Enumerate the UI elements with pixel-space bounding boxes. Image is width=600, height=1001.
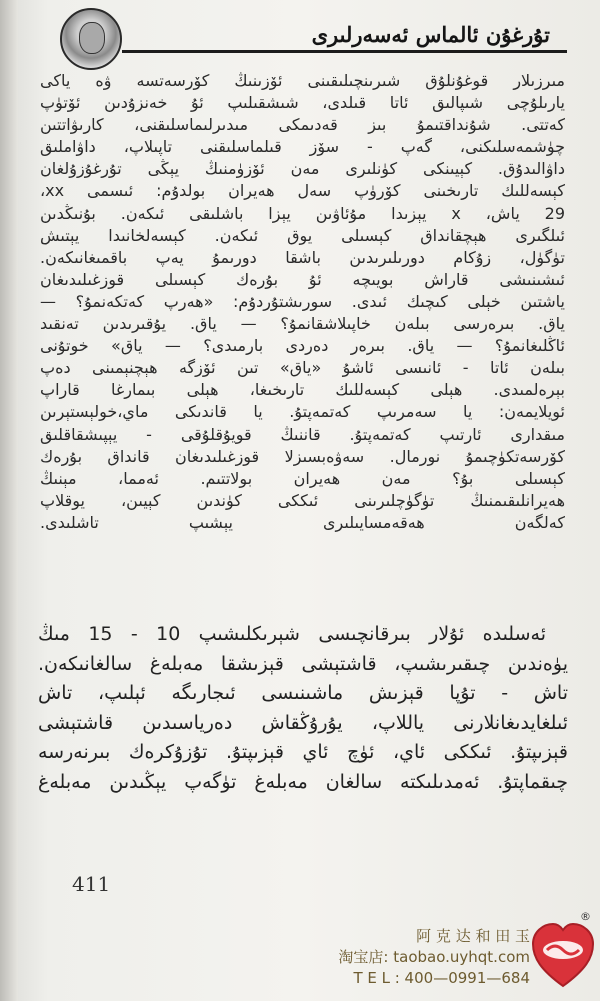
text-line: ياشتىن خېلى كىچىك ئىدى. سورىشتۇردۇم: «ھەرپ كەتكەنمۇ؟ — bbox=[40, 291, 565, 311]
text-line: تۈگۈل، زۇكام دورىلىرىدىن باشقا دورىمۇ يەپ باقمىغانىكەن. bbox=[40, 247, 565, 267]
author-portrait bbox=[60, 8, 122, 70]
text-line: يۈەندىن چىقىرىشىپ، قاشتېشى قېزىشقا مەبلەغ سالغانىكەن. bbox=[38, 652, 568, 675]
text-line: يارىلۇچى شىپالىق ئاتا قىلدى، شىشقىلىپ ئۇ خەنزۇدىن ئۆتۈپ bbox=[40, 93, 565, 113]
watermark-text bbox=[325, 926, 530, 989]
text-line: كەتتى. شۇنداقتىمۇ بىز قەدىمكى مىدىرلىماسلىقنى، كارىۋاتتىن bbox=[40, 115, 565, 135]
page-number: 411 bbox=[72, 872, 111, 896]
text-line: كەلگەن ھەقەمسايىلىرى يېشىپ تاشلىدى. bbox=[40, 512, 565, 532]
heart-logo-icon bbox=[531, 920, 595, 990]
text-line: بېرەلمىدى. ھېلى كېسەللىك تارىخىغا، ھېلى بىمارغا قاراپ bbox=[40, 380, 565, 400]
shop-watermark bbox=[325, 910, 597, 996]
text-line: ھەيرانلىقىمنىڭ تۈگۈچلىرىنى ئىككى كۈندىن كېيىن، يوقلاپ bbox=[40, 490, 565, 510]
text-line: بىلەن ئاتا - ئانىسى ئاشۇ «ياق» تىن ئۆزگە ھېچنېمىنى دەپ bbox=[40, 358, 565, 378]
text-line: مىقدارى ئارتىپ كەتمەپتۇ. قاننىڭ قويۇقلۇقى - يېپىشقاقلىق bbox=[40, 424, 565, 444]
registered-mark: ® bbox=[580, 910, 591, 923]
text-line: ئىشىنىشى قاراش بويىچە ئۇ بۇرەك كېسىلى قوزغىلىدىغان bbox=[40, 269, 565, 289]
running-header bbox=[60, 8, 570, 60]
body-text-upper bbox=[40, 70, 565, 534]
watermark-phone: T E L : 400—0991—684 bbox=[353, 969, 530, 987]
watermark-shop-url: 淘宝店: taobao.uyhqt.com bbox=[338, 948, 530, 966]
text-line: ئىلگىرى ھېچقانداق كېسىلى يوق ئىكەن. كېسەلخانىدا يېتىش bbox=[40, 225, 565, 245]
header-title: تۇرغۇن ئالماس ئەسەرلىرى bbox=[311, 22, 550, 47]
body-text-lower bbox=[38, 620, 568, 797]
text-line: تاش - تۇپا قېزىش ماشىنىسى ئىجارىگە ئېلىپ، تاش bbox=[38, 682, 568, 704]
text-line: ئاڭلىغانمۇ؟ — ياق. بىرەر دەردى بارمىدى؟ — ياق» خوتۇنى bbox=[40, 336, 565, 356]
watermark-shop-name: 阿 克 达 和 田 玉 bbox=[416, 927, 530, 945]
text-line: چىقماپتۇ. ئەمدىلىكتە سالغان مەبلەغ تۈگەپ يېڭىدىن مەبلەغ bbox=[38, 770, 568, 793]
text-line: ئىلغايدىغانلارنى ياللاپ، يۇرۇڭقاش دەرياسىدىن قاشتېشى bbox=[38, 711, 568, 734]
text-line: قېزىپتۇ. ئىككى ئاي، ئۈچ ئاي قېزىپتۇ. تۇزۇكرەك بىرنەرسە bbox=[38, 741, 568, 763]
text-line: چۈشمەسلىكنى، گەپ - سۆز قىلماسلىقنى تاپىلاپ، داۋاملىق bbox=[40, 137, 565, 157]
text-line: كۆرسەتكۈچىمۇ نورمال. سەۋەبسىزلا قوزغىلىدىغان قانداق بۇرەك bbox=[40, 446, 565, 466]
portrait-face bbox=[79, 22, 105, 54]
text-line: ئويلايمەن: يا سەمرىپ كەتمەپتۇ. يا قاندىكى ماي،خولېستېرىن bbox=[40, 402, 565, 422]
header-rule bbox=[122, 50, 567, 53]
text-line: داۋالىدۇق. كېيىنكى كۈنلىرى مەن ئۆزۈمنىڭ يېڭى تۇرغۇزۇلغان bbox=[40, 159, 565, 179]
text-line: كېسەللىك تارىخىنى كۆرۈپ سەل ھەيران بولدۇم: ئىسمى xx، bbox=[40, 181, 565, 201]
text-line: ياق. بىرەرسى بىلەن خاپىلاشقانمۇ؟ — ياق. يۇقىرىدىن تەنقىد bbox=[40, 314, 565, 334]
text-line: كېسىلى بۇ؟ مەن ھەيران بولاتتىم. ئەمما، مېنىڭ bbox=[40, 468, 565, 488]
text-line: 29 ياش، x يېزىدا مۇئاۋىن يېزا باشلىقى ئىكەن. بۇنىڭدىن bbox=[40, 203, 565, 223]
book-spine-shadow bbox=[0, 0, 18, 1001]
text-line: ئەسلىدە ئۇلار بىرقانچىسى شېرىكلىشىپ 10 - 15 مىڭ bbox=[38, 623, 546, 645]
text-line: مىرزىلار قوغۇنلۇق شىرىنچىلىقىنى ئۆزىنىڭ كۆرسەتسە ۋە ياكى bbox=[40, 71, 565, 90]
